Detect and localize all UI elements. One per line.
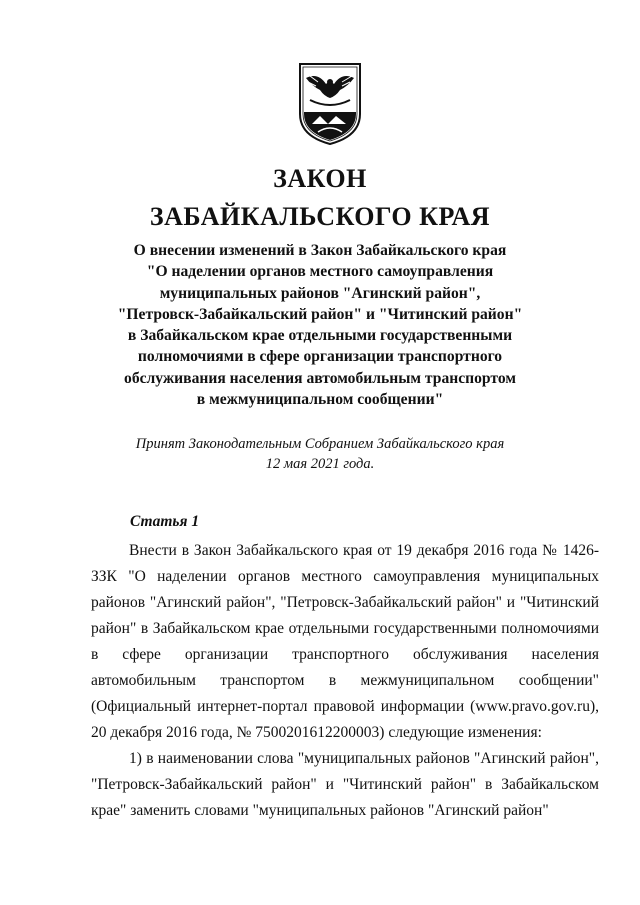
article-heading: Статья 1 [130, 513, 200, 530]
document-subtitle [80, 240, 560, 410]
article-body [91, 538, 599, 824]
coat-of-arms-icon [296, 62, 364, 146]
document-title-line-1: ЗАКОН [273, 164, 367, 193]
document-title-line-2: ЗАБАЙКАЛЬСКОГО КРАЯ [149, 202, 491, 231]
article-paragraph: Внести в Закон Забайкальского края от 19 декабря 2016 года № 1426-ЗЗК "О наделении органов местного самоуправления муниципальных районов "Агинский район", "Петровск-Забайкальский район" и "Читинский район" в Забайкальском крае отдельными государственными полномочиями в сфере организации транспортного обслуживания населения автомобильным транспортом в межмуниципальном сообщении" (Официальный интернет-портал правовой информации (www.pravo.gov.ru), 20 декабря 2016 года, № 7500201612200003) следующие изменения: [91, 542, 599, 741]
subtitle-line: О внесении изменений в Закон Забайкальского края [133, 242, 507, 259]
adoption-line: Принят Законодательным Собранием Забайкальского края [135, 436, 505, 452]
subtitle-line: обслуживания населения автомобильным транспортом [124, 369, 516, 387]
subtitle-line: муниципальных районов "Агинский район", [159, 284, 481, 302]
article-paragraph: 1) в наименовании слова "муниципальных районов "Агинский район", "Петровск-Забайкальский район" и "Читинский район" в Забайкальском крае" заменить словами "муниципальных районов "Агинский район" [91, 750, 599, 819]
subtitle-line: в Забайкальском крае отдельными государственными [127, 327, 513, 345]
subtitle-line: полномочиями в сфере организации транспортного [137, 348, 503, 366]
subtitle-line: "О наделении органов местного самоуправления [146, 263, 494, 281]
adoption-note [0, 434, 640, 474]
subtitle-line: в межмуниципальном сообщении" [196, 391, 444, 409]
subtitle-line: "Петровск-Забайкальский район" и "Читинский район" [117, 305, 523, 323]
adoption-date: 12 мая 2021 года. [265, 456, 375, 472]
